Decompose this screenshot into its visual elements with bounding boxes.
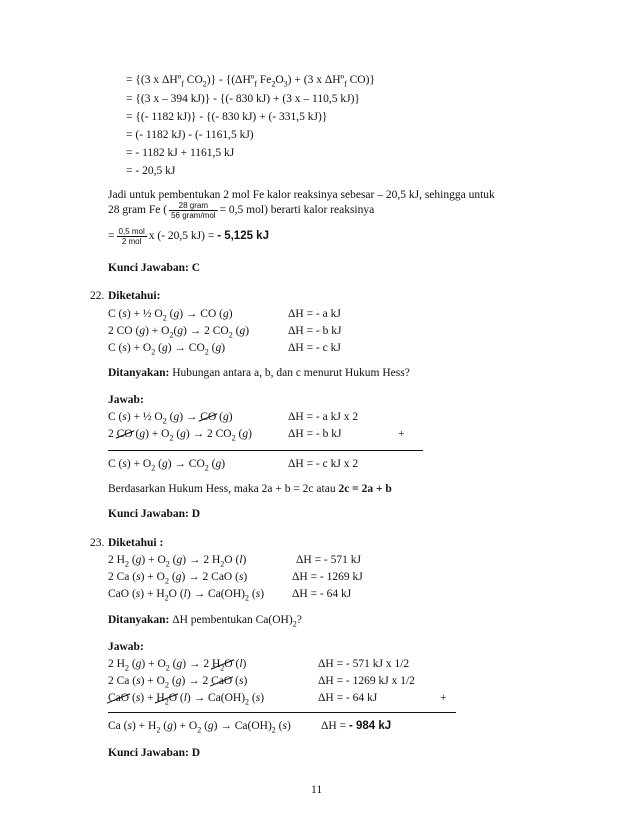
calc-line-3: = {(- 1182 kJ)} - {(- 830 kJ) + (- 331,5 kJ)} bbox=[126, 111, 328, 123]
fraction-mol: $\frac{\text{0,5 mol}}{\text{2 mol}}$ bbox=[118, 226, 145, 246]
q22-diketahui: Diketahui: bbox=[108, 290, 161, 302]
q23-step-2: 2 Ca $(s) + O_2$ (g) → 2 CaO (s) bbox=[108, 675, 248, 690]
q22-plus-sign: + bbox=[398, 428, 405, 440]
q22-step-result: C $(s) + O_2$ $(g) \to CO_2$ (g) bbox=[108, 458, 226, 473]
q23-reaction-2-dh: ΔH = - 1269 kJ bbox=[292, 571, 363, 583]
q22-step-2: 2 CO $(g) + O_2$ (g) → 2 $CO_2$ (g) bbox=[108, 428, 252, 443]
calc-line-2: = {(3 x – 394 kJ)} - {(- 830 kJ) + (3 x – 110,5 kJ)} bbox=[126, 93, 360, 105]
q22-number: 22. bbox=[90, 290, 105, 302]
q22-reaction-3-dh: ΔH = - c kJ bbox=[288, 342, 341, 354]
q23-jawab: Jawab: bbox=[108, 641, 144, 653]
q23-step-1: 2 $H_2$ $(g) + O_2$ (g) → 2 $H_2O$ (l) bbox=[108, 658, 247, 673]
q23-step-2-dh: ΔH = - 1269 kJ x 1/2 bbox=[318, 675, 415, 687]
q22-hess-statement: Berdasarkan Hukum Hess, maka 2a + b = 2c atau 2c = 2a + b bbox=[108, 483, 392, 495]
q23-reaction-3-dh: ΔH = - 64 kJ bbox=[292, 588, 352, 600]
q22-jawab: Jawab: bbox=[108, 394, 144, 406]
q22-reaction-3: C $(s) + O_2$ $(g) \to CO_2$ (g) bbox=[108, 342, 226, 357]
q22-step-result-dh: ΔH = - c kJ x 2 bbox=[288, 458, 359, 470]
conclusion-line-1: Jadi untuk pembentukan 2 mol Fe kalor reaksinya sebesar – 20,5 kJ, sehingga untuk bbox=[108, 189, 495, 201]
q22-ditanyakan: Ditanyakan: Hubungan antara a, b, dan c menurut Hukum Hess? bbox=[108, 367, 410, 379]
q23-reaction-3: CaO $(s) + H_2O$ $(l) \to Ca(OH)_2$ (s) bbox=[108, 588, 265, 603]
conclusion-line-2: 28 gram Fe ( $\frac{\text{28 gram}}{\text{56 gram/mol}}$ = 0,5 mol) berarti kalor reaksinya bbox=[108, 200, 375, 220]
q23-ditanyakan: Ditanyakan: ΔH pembentukan $Ca(OH)_2$? bbox=[108, 614, 302, 629]
calc-line-1: = {(3 x ΔHº$_f$ $CO_2$)} - {(ΔHº$_f$ $Fe_2O_3) + (3$ x ΔHº$_f$ CO)} bbox=[126, 74, 375, 89]
q22-step-1-dh: ΔH = - a kJ x 2 bbox=[288, 411, 359, 423]
q23-diketahui: Diketahui : bbox=[108, 537, 164, 549]
q22-reaction-1-dh: ΔH = - a kJ bbox=[288, 308, 341, 320]
q22-reaction-2: 2 CO $(g) + O_2(g) \to 2$ $CO_2$ (g) bbox=[108, 325, 250, 340]
q23-result: Ca $(s) + H_2$ $(g) + O_2$ $(g) \to Ca(OH)_2$ (s) bbox=[108, 720, 291, 735]
page-number: 11 bbox=[311, 784, 323, 796]
calc-line-6: = - 20,5 kJ bbox=[126, 165, 176, 177]
calc-line-5: = - 1182 kJ + 1161,5 kJ bbox=[126, 147, 235, 159]
q22-sum-rule bbox=[108, 450, 423, 451]
q23-result-dh: ΔH = - 984 kJ bbox=[321, 720, 392, 732]
q23-reaction-1-dh: ΔH = - 571 kJ bbox=[296, 554, 361, 566]
q22-reaction-2-dh: ΔH = - b kJ bbox=[288, 325, 342, 337]
q22-step-2-dh: ΔH = - b kJ bbox=[288, 428, 342, 440]
kunci-jawaban-23: Kunci Jawaban: D bbox=[108, 747, 201, 759]
q23-step-3: CaO $(s) + H_2O$ $(l) \to Ca(OH)_2$ (s) bbox=[108, 692, 265, 707]
q23-reaction-1: 2 $H_2$ $(g) + O_2$ (g) → 2 $H_2O$ (l) bbox=[108, 554, 247, 569]
q23-reaction-2: 2 Ca $(s) + O_2$ (g) → 2 CaO (s) bbox=[108, 571, 248, 586]
q23-step-1-dh: ΔH = - 571 kJ x 1/2 bbox=[318, 658, 410, 670]
q23-sum-rule bbox=[108, 712, 456, 713]
q22-step-1: C (s) + ½ $O_2$ (g) → CO (g) bbox=[108, 411, 233, 426]
conclusion-line-3: = $\frac{\text{0,5 mol}}{\text{2 mol}}$ x (- 20,5 kJ) = - 5,125 kJ bbox=[108, 226, 269, 246]
q22-reaction-1: C (s) + ½ $O_2$ (g) → CO (g) bbox=[108, 308, 233, 323]
calc-line-4: = (- 1182 kJ) - (- 1161,5 kJ) bbox=[126, 129, 254, 141]
kunci-jawaban-21: Kunci Jawaban: C bbox=[108, 262, 201, 274]
kunci-jawaban-22: Kunci Jawaban: D bbox=[108, 508, 201, 520]
fraction-mass: $\frac{\text{28 gram}}{\text{56 gram/mol}}$ bbox=[171, 200, 216, 220]
q23-step-3-dh: ΔH = - 64 kJ bbox=[318, 692, 378, 704]
q23-plus-sign: + bbox=[440, 692, 447, 704]
q23-number: 23. bbox=[90, 537, 105, 549]
